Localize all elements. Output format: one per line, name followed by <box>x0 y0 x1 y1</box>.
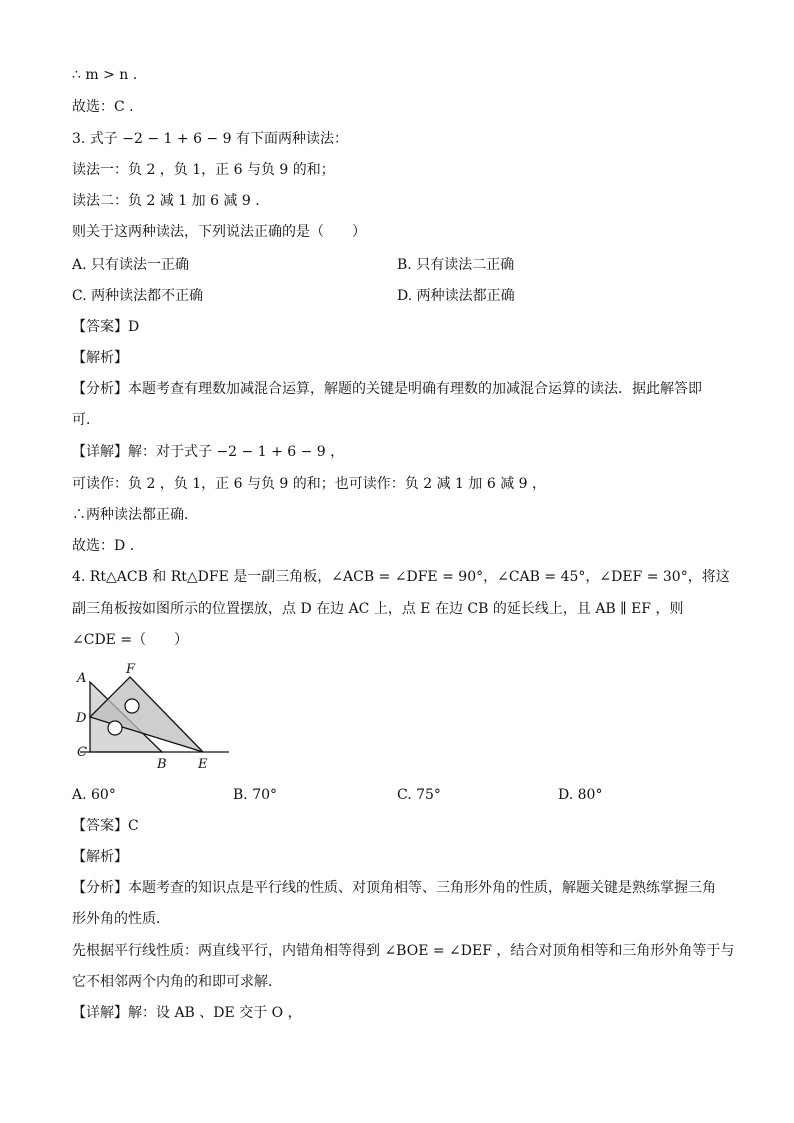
q3-analysis-text-cont: 可． <box>72 412 100 428</box>
q3-option-d: D. 两种读法都正确 <box>397 288 515 304</box>
text-line-2: 故选：C . <box>72 99 134 115</box>
q4-method-text: 先根据平行线性质：两直线平行，内错角相等得到 ∠BOE = ∠DEF ，结合对顶角相等和三角形外角等于与 <box>72 943 735 959</box>
label-f: F <box>126 662 136 677</box>
question-3-prompt: 则关于这两种读法，下列说法正确的是（ ） <box>72 224 366 240</box>
q4-option-a: A. 60° <box>72 787 116 803</box>
label-e: E <box>198 757 208 772</box>
q4-detail-text: 【详解】解：设 AB 、DE 交于 O ， <box>72 1005 302 1021</box>
question-3-stem: 3. 式子 −2 − 1 + 6 − 9 有下面两种读法： <box>72 131 348 147</box>
q3-analysis-text: 【分析】本题考查有理数加减混合运算，解题的关键是明确有理数的加减混合运算的读法．据此解答即 <box>72 381 702 397</box>
question-4-stem-cont: 副三角板按如图所示的位置摆放，点 D 在边 AC 上，点 E 在边 CB 的延长线上，且 AB ∥ EF ，则 <box>72 601 684 617</box>
reading-method-2: 读法二：负 2 减 1 加 6 减 9 . <box>72 193 260 209</box>
q4-option-d: D. 80° <box>558 787 603 803</box>
q3-choice: 故选：D . <box>72 538 135 554</box>
q4-method-text-cont: 它不相邻两个内角的和即可求解． <box>72 974 282 990</box>
text-line-1: ∴ m > n . <box>72 67 138 83</box>
question-4-stem: 4. Rt△ACB 和 Rt△DFE 是一副三角板，∠ACB = ∠DFE = 90°，∠CAB = 45°，∠DEF = 30°，将这 <box>72 569 730 585</box>
triangle-set-figure <box>72 660 234 772</box>
q4-option-b: B. 70° <box>233 787 278 803</box>
q3-option-a: A. 只有读法一正确 <box>72 257 190 273</box>
triangle-hole-upper <box>125 699 139 713</box>
label-c: C <box>77 745 87 760</box>
label-b: B <box>157 757 167 772</box>
triangle-hole-lower <box>108 721 122 735</box>
question-4-prompt: ∠CDE =（ ） <box>72 632 189 648</box>
label-d: D <box>76 711 87 726</box>
q3-detail-reading: 可读作：负 2 ，负 1，正 6 与负 9 的和；也可读作：负 2 减 1 加 6 减 9 ， <box>72 476 547 492</box>
q4-analysis-text-cont: 形外角的性质． <box>72 911 170 927</box>
geometry-diagram <box>72 660 234 772</box>
q3-conclusion: ∴两种读法都正确． <box>72 507 198 523</box>
q4-analysis-heading: 【解析】 <box>72 849 128 865</box>
reading-method-1: 读法一：负 2 ，负 1，正 6 与负 9 的和； <box>72 162 335 178</box>
q4-option-c: C. 75° <box>397 787 441 803</box>
q3-option-b: B. 只有读法二正确 <box>397 257 515 273</box>
q4-answer: 【答案】C <box>72 818 139 834</box>
q3-answer: 【答案】D <box>72 319 140 335</box>
q4-analysis-text: 【分析】本题考查的知识点是平行线的性质、对顶角相等、三角形外角的性质，解题关键是熟练掌握三角 <box>72 880 716 896</box>
q3-detail-text: 【详解】解：对于式子 −2 − 1 + 6 − 9 ， <box>72 444 345 460</box>
label-a: A <box>77 671 87 686</box>
q3-option-c: C. 两种读法都不正确 <box>72 288 204 304</box>
q3-analysis-heading: 【解析】 <box>72 350 128 366</box>
